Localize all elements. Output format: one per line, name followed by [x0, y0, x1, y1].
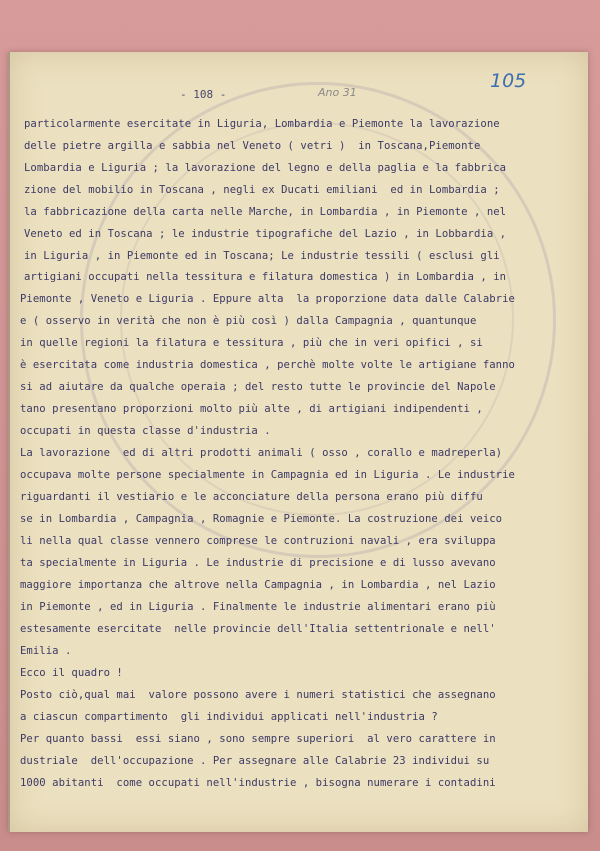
- text-line: Veneto ed in Toscana ; le industrie tipografiche del Lazio , in Lobbardia ,: [24, 228, 507, 240]
- text-line: è esercitata come industria domestica , perchè molte volte le artigiane fanno: [20, 359, 515, 371]
- text-line: a ciascun compartimento gli individui applicati nell'industria ?: [20, 711, 438, 723]
- text-line: La lavorazione ed di altri prodotti animali ( osso , corallo e madreperla): [20, 447, 503, 459]
- text-line: si ad aiutare da qualche operaia ; del resto tutte le provincie del Napole: [20, 381, 496, 393]
- text-line: li nella qual classe vennero comprese le contruzioni navali , era sviluppa: [20, 535, 496, 547]
- text-line: se in Lombardia , Campagnia , Romagnie e Piemonte. La costruzione dei veico: [20, 513, 503, 525]
- text-line: Posto ciò,qual mai valore possono avere i numeri statistici che assegnano: [20, 689, 496, 701]
- text-line: zione del mobilio in Toscana , negli ex Ducati emiliani ed in Lombardia ;: [24, 184, 500, 196]
- text-line: 1000 abitanti come occupati nell'industrie , bisogna numerare i contadini: [20, 777, 496, 789]
- text-line: la fabbricazione della carta nelle Marche, in Lombardia , in Piemonte , nel: [24, 206, 507, 218]
- text-line: in Liguria , in Piemonte ed in Toscana; Le industrie tessili ( esclusi gli: [24, 250, 500, 262]
- pencil-annotation: Ano 31: [318, 86, 357, 99]
- text-line: Per quanto bassi essi siano , sono sempre superiori al vero carattere in: [20, 733, 496, 745]
- text-line: Lombardia e Liguria ; la lavorazione del legno e della paglia e la fabbrica: [24, 162, 507, 174]
- text-line: estesamente esercitate nelle provincie dell'Italia settentrionale e nell': [20, 623, 496, 635]
- text-line: occupati in questa classe d'industria .: [20, 425, 271, 437]
- text-line: delle pietre argilla e sabbia nel Veneto ( vetri ) in Toscana,Piemonte: [24, 140, 481, 152]
- text-line: Ecco il quadro !: [20, 667, 123, 679]
- text-line: in Piemonte , ed in Liguria . Finalmente le industrie alimentari erano più: [20, 601, 496, 613]
- text-line: artigiani occupati nella tessitura e filatura domestica ) in Lombardia , in: [24, 271, 507, 283]
- text-line: ta specialmente in Liguria . Le industrie di precisione e di lusso avevano: [20, 557, 496, 569]
- text-line: e ( osservo in verità che non è più così ) dalla Campagnia , quantunque: [20, 315, 477, 327]
- text-line: tano presentano proporzioni molto più alte , di artigiani indipendenti ,: [20, 403, 483, 415]
- text-line: particolarmente esercitate in Liguria, Lombardia e Piemonte la lavorazione: [24, 118, 500, 130]
- text-line: Emilia .: [20, 645, 72, 657]
- text-line: riguardanti il vestiario e le acconciature della persona erano più diffu: [20, 491, 483, 503]
- text-line: dustriale dell'occupazione . Per assegnare alle Calabrie 23 individui su: [20, 755, 490, 767]
- page-number: - 108 -: [180, 88, 227, 101]
- text-line: Piemonte , Veneto e Liguria . Eppure alta la proporzione data dalle Calabrie: [20, 293, 515, 305]
- text-line: in quelle regioni la filatura e tessitura , più che in veri opifici , si: [20, 337, 483, 349]
- text-line: occupava molte persone specialmente in Campagnia ed in Liguria . Le industrie: [20, 469, 515, 481]
- text-line: maggiore importanza che altrove nella Campagnia , in Lombardia , nel Lazio: [20, 579, 496, 591]
- folio-number: 105: [490, 70, 527, 92]
